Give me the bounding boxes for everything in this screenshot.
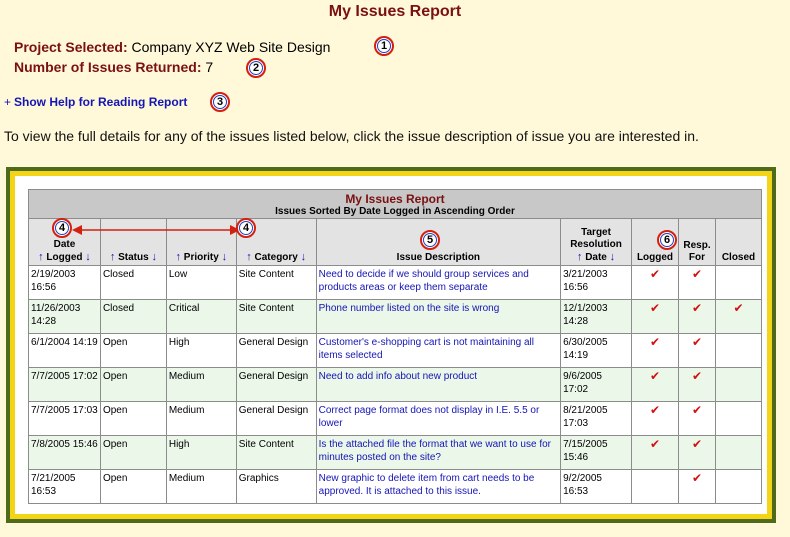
callout-1-icon: 1 (374, 36, 394, 56)
table-row (29, 300, 762, 334)
col-resp-line2: For (688, 252, 706, 263)
table-row (29, 402, 762, 436)
col-date-logged-line1: Date (53, 239, 76, 250)
issues-count-label: Number of Issues Returned: (14, 59, 202, 75)
cell-target-date: 6/30/2005 14:19 (561, 334, 632, 368)
callout-4-icon: 4 (52, 218, 72, 238)
sort-up-icon[interactable]: ↑ (576, 251, 583, 263)
cell-date-logged: 7/7/2005 17:02 (29, 368, 101, 402)
project-selected (14, 39, 330, 55)
callout-4b-icon: 4 (236, 218, 256, 238)
sort-down-icon[interactable]: ↓ (300, 251, 307, 263)
col-priority-label: Priority (183, 252, 219, 263)
table-caption (29, 190, 762, 219)
cell-resp-check: ✔ (678, 368, 715, 402)
cell-closed-check (715, 436, 761, 470)
col-target-line1: Target (581, 227, 611, 238)
cell-priority: Critical (166, 300, 236, 334)
cell-target-date: 9/6/2005 17:02 (561, 368, 632, 402)
cell-status: Closed (100, 300, 166, 334)
cell-closed-check (715, 368, 761, 402)
cell-date-logged: 7/7/2005 17:03 (29, 402, 101, 436)
cell-description-link[interactable]: Correct page format does not display in I.E. 5.5 or lower (316, 402, 560, 436)
table-row (29, 334, 762, 368)
cell-date-logged: 2/19/2003 16:56 (29, 266, 101, 300)
cell-resp-check: ✔ (678, 402, 715, 436)
cell-description-link[interactable]: Is the attached file the format that we want to use for minutes posted on the site? (316, 436, 560, 470)
sort-down-icon[interactable]: ↓ (151, 251, 157, 263)
cell-description-link[interactable]: Need to decide if we should group services and products areas or keep them separate (316, 266, 560, 300)
col-target-line3: Date (585, 252, 607, 263)
cell-logged-check: ✔ (632, 402, 679, 436)
cell-logged-check: ✔ (632, 436, 679, 470)
table-row (29, 470, 762, 504)
cell-resp-check: ✔ (678, 300, 715, 334)
cell-closed-check (715, 334, 761, 368)
cell-status: Open (100, 334, 166, 368)
issues-table (28, 189, 762, 504)
callout-2-icon: 2 (246, 58, 266, 78)
cell-resp-check: ✔ (678, 334, 715, 368)
cell-target-date: 9/2/2005 16:53 (561, 470, 632, 504)
issues-table-body (29, 266, 762, 504)
sort-up-icon[interactable]: ↑ (246, 251, 252, 263)
issues-count-value: 7 (205, 59, 214, 75)
cell-category: Site Content (236, 266, 316, 300)
cell-priority: Low (166, 266, 236, 300)
col-resp-line1: Resp. (683, 240, 711, 251)
cell-logged-check: ✔ (632, 266, 679, 300)
cell-status: Open (100, 436, 166, 470)
cell-priority: High (166, 436, 236, 470)
cell-target-date: 3/21/2003 16:56 (561, 266, 632, 300)
project-label: Project Selected: (14, 39, 128, 55)
cell-category: General Design (236, 334, 316, 368)
table-row (29, 368, 762, 402)
sort-up-icon[interactable]: ↑ (175, 251, 181, 263)
cell-priority: Medium (166, 402, 236, 436)
cell-closed-check (715, 402, 761, 436)
col-logged: Logged (632, 219, 679, 266)
table-title: My Issues Report (345, 192, 445, 206)
cell-resp-check: ✔ (678, 470, 715, 504)
callout-3-icon: 3 (210, 92, 230, 112)
callout-6-icon: 6 (657, 230, 677, 250)
col-date-logged-line2: Logged (46, 252, 83, 263)
cell-logged-check: ✔ (632, 334, 679, 368)
col-category-label: Category (254, 252, 298, 263)
cell-category: General Design (236, 368, 316, 402)
cell-category: General Design (236, 402, 316, 436)
cell-date-logged: 6/1/2004 14:19 (29, 334, 101, 368)
expand-icon: + (4, 95, 12, 109)
col-closed: Closed (715, 219, 761, 266)
cell-target-date: 7/15/2005 15:46 (561, 436, 632, 470)
table-row (29, 266, 762, 300)
cell-target-date: 12/1/2003 14:28 (561, 300, 632, 334)
cell-target-date: 8/21/2005 17:03 (561, 402, 632, 436)
cell-closed-check (715, 470, 761, 504)
cell-description-link[interactable]: Phone number listed on the site is wrong (316, 300, 560, 334)
cell-date-logged: 11/26/2003 14:28 (29, 300, 101, 334)
cell-resp-check: ✔ (678, 436, 715, 470)
page-title: My Issues Report (328, 3, 462, 20)
sort-down-icon[interactable]: ↓ (609, 251, 616, 263)
show-help-link[interactable] (4, 95, 187, 109)
cell-resp-check: ✔ (678, 266, 715, 300)
sort-down-icon[interactable]: ↓ (221, 251, 228, 263)
project-value: Company XYZ Web Site Design (131, 39, 331, 55)
cell-priority: Medium (166, 368, 236, 402)
callout-5-icon: 5 (420, 230, 440, 250)
cell-priority: High (166, 334, 236, 368)
instructions-text: To view the full details for any of the issues listed below, click the issue description of issue you are interested in. (4, 128, 699, 144)
table-row (29, 436, 762, 470)
col-status-label: Status (118, 252, 149, 263)
column-span-arrow (72, 224, 242, 236)
col-description: Issue Description (316, 219, 560, 266)
cell-status: Open (100, 470, 166, 504)
cell-category: Graphics (236, 470, 316, 504)
cell-status: Open (100, 402, 166, 436)
sort-down-icon[interactable]: ↓ (85, 251, 91, 263)
sort-up-icon[interactable]: ↑ (109, 251, 116, 263)
show-help-label: Show Help for Reading Report (14, 95, 188, 109)
cell-description-link[interactable]: Need to add info about new product (316, 368, 560, 402)
cell-status: Closed (100, 266, 166, 300)
col-target-line2: Resolution (570, 239, 622, 250)
sort-up-icon[interactable]: ↑ (38, 251, 44, 263)
cell-logged-check: ✔ (632, 368, 679, 402)
cell-description-link[interactable]: New graphic to delete item from cart needs to be approved. It is attached to this issue. (316, 470, 560, 504)
issues-returned (14, 59, 213, 75)
cell-priority: Medium (166, 470, 236, 504)
cell-logged-check (632, 470, 679, 504)
cell-closed-check: ✔ (715, 300, 761, 334)
col-resp-for (678, 219, 715, 266)
col-target-date (561, 219, 632, 266)
cell-category: Site Content (236, 436, 316, 470)
cell-category: Site Content (236, 300, 316, 334)
cell-description-link[interactable]: Customer's e-shopping cart is not maintaining all items selected (316, 334, 560, 368)
cell-date-logged: 7/21/2005 16:53 (29, 470, 101, 504)
cell-status: Open (100, 368, 166, 402)
cell-closed-check (715, 266, 761, 300)
table-subtitle: Issues Sorted By Date Logged in Ascending Order (275, 206, 515, 217)
cell-logged-check: ✔ (632, 300, 679, 334)
cell-date-logged: 7/8/2005 15:46 (29, 436, 101, 470)
